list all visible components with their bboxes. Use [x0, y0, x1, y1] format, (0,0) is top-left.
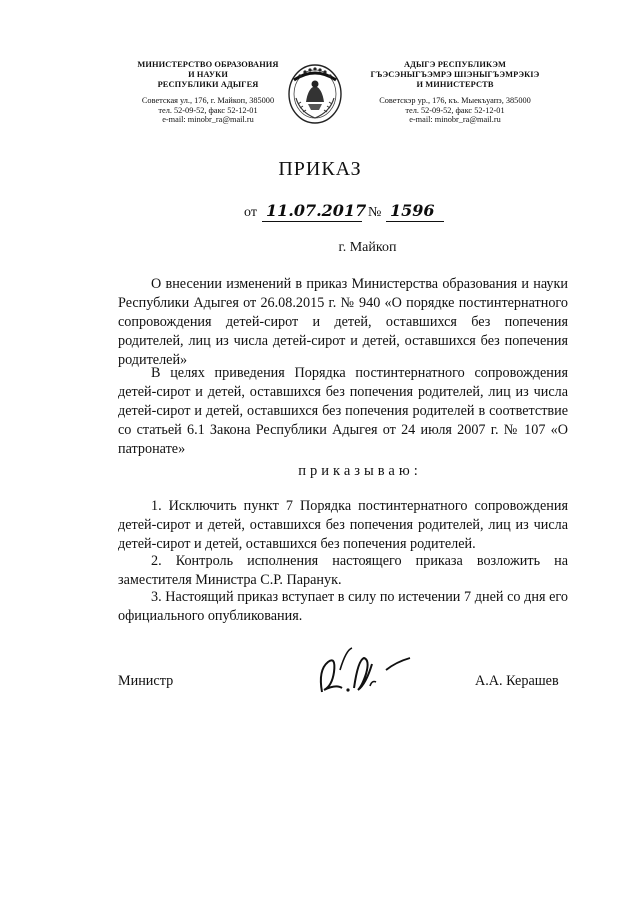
org-address: Советская ул., 176, г. Майкоп, 385000	[141, 95, 275, 105]
org-name-line: РЕСПУБЛИКИ АДЫГЕЯ	[157, 79, 259, 89]
org-name-line: МИНИСТЕРСТВО ОБРАЗОВАНИЯ	[137, 60, 279, 69]
signer-name: А.А. Керашев	[475, 673, 559, 689]
header-right	[355, 60, 555, 125]
preamble-paragraph: О внесении изменений в приказ Министерства образования и науки Республики Адыгея от 26.08.2015 г. № 940 «О порядке постинтернатного сопровождения детей-сирот и детей, оставшихся без попечения родителей, лиц из числа детей-сирот и детей, оставшихся без попечения родителей»	[118, 276, 568, 368]
handwritten-signature-icon	[310, 640, 420, 700]
order-date-number-line	[244, 201, 454, 223]
org-email: e-mail: minobr_ra@mail.ru	[162, 115, 254, 125]
header-left	[118, 60, 298, 125]
order-item: 3. Настоящий приказ вступает в силу по истечении 7 дней со дня его официального опубликования.	[118, 589, 568, 624]
org-email: e-mail: minobr_ra@mail.ru	[409, 115, 501, 125]
order-date-handwritten: 11.07.2017	[266, 201, 367, 220]
org-name-line: И НАУКИ	[188, 69, 228, 79]
date-label: от	[244, 205, 257, 220]
org-phone: тел. 52-09-52, факс 52-12-01	[405, 105, 505, 115]
org-name-line: АДЫГЭ РЕСПУБЛИКЭМ	[403, 60, 507, 69]
org-address: Советскэр ур., 176, къ. Мыекъуапэ, 385000	[379, 95, 531, 105]
org-name-line: ГЪЭСЭНЫГЪЭМРЭ ШIЭНЫГЪЭМРЭКIЭ	[370, 69, 540, 79]
commands-heading: приказываю:	[298, 463, 422, 479]
city-label: г. Майкоп	[338, 240, 397, 255]
org-phone: тел. 52-09-52, факс 52-12-01	[158, 105, 258, 115]
date-underline	[262, 221, 362, 222]
order-number-handwritten: 1596	[390, 201, 435, 220]
basis-paragraph: В целях приведения Порядка постинтернатного сопровождения детей-сирот и детей, оставшихся без попечения родителей, лиц из числа детей-сирот и детей, оставшихся без попечения родителей в соответствие со статьей 6.1 Закона Республики Адыгея от 24 июля 2007 г. № 107 «О патронате»	[118, 365, 568, 457]
number-label: №	[368, 205, 382, 220]
republic-of-adygea-coat-of-arms-icon	[284, 58, 346, 126]
number-underline	[386, 221, 444, 222]
org-name-line: И МИНИСТЕРСТВ	[416, 79, 494, 89]
order-item: 2. Контроль исполнения настоящего приказа возложить на заместителя Министра С.Р. Паранук.	[118, 553, 568, 588]
document-title: ПРИКАЗ	[278, 158, 362, 180]
order-item: 1. Исключить пункт 7 Порядка постинтернатного сопровождения детей-сирот и детей, оставшихся без попечения родителей, лиц из числа детей-сирот и детей, оставшихся без попечения родителей.	[118, 498, 568, 552]
signer-position: Министр	[118, 673, 174, 689]
